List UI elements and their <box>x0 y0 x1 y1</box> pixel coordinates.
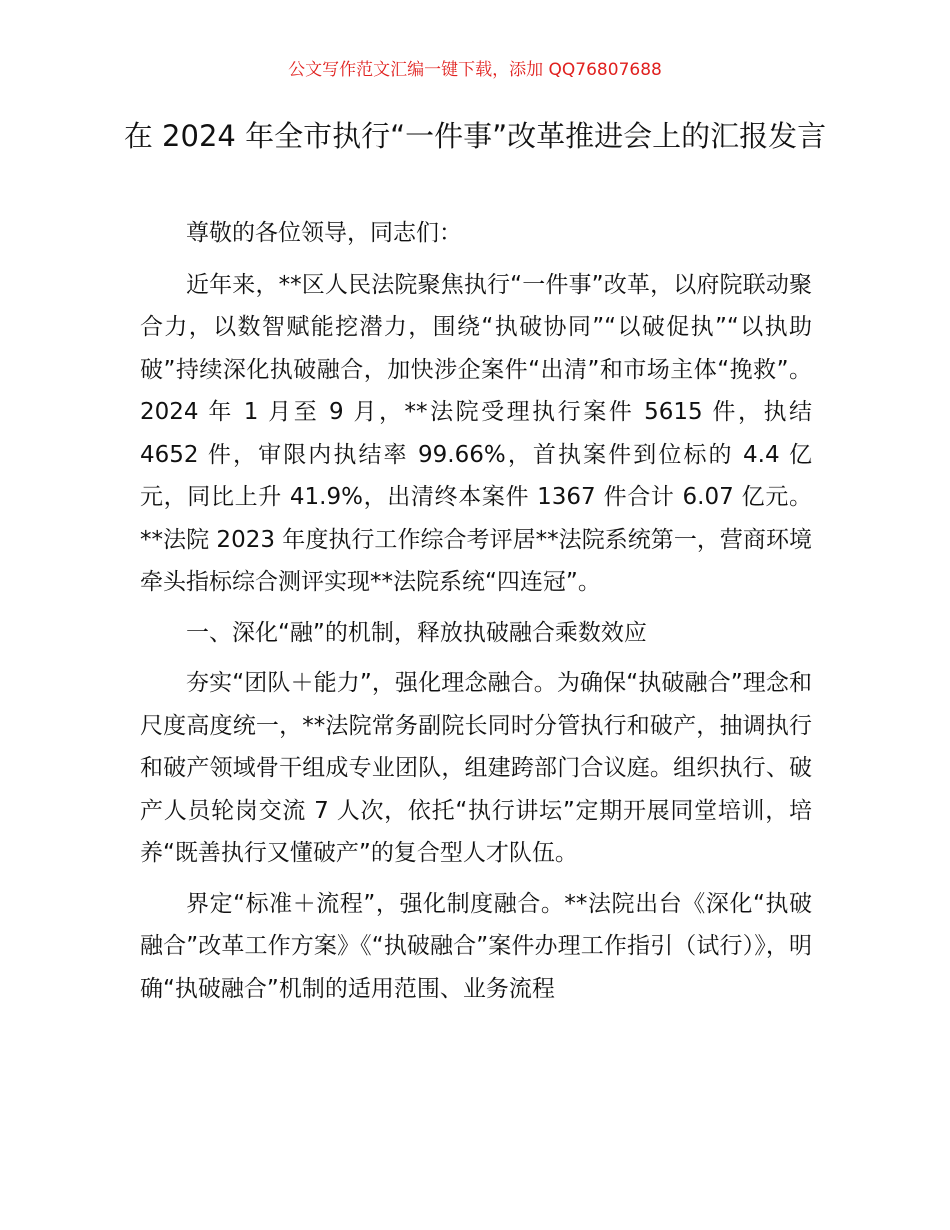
salutation: 尊敬的各位领导，同志们： <box>186 220 462 246</box>
paragraph-standard-process: 界定“标准＋流程”，强化制度融合。**法院出台《深化“执破融合”改革工作方案》《“执破融合”案件办理工作指引（试行）》，明确“执破融合”机制的适用范围、业务流程 <box>140 890 812 1002</box>
paragraph-intro: 近年来，**区人民法院聚焦执行“一件事”改革，以府院联动聚合力，以数智赋能挖潜力，围绕“执破协同”“以破促执”“以执助破”持续深化执破融合，加快涉企案件“出清”和市场主体“挽救”。2024 年 1 月至 9 月，**法院受理执行案件 5615 件，执结 4652 件，审限内执结率 99.66%，首执案件到位标的 4.4 亿元，同比上升 41.9%，出清终本案件 1367 件合计 6.07 亿元。**法院 2023 年度执行工作综合考评居**法院系统第一，营商环境牵头指标综合测评实现**法院系统“四连冠”。 <box>140 271 812 595</box>
section-heading-1: 一、深化“融”的机制，释放执破融合乘数效应 <box>186 619 647 646</box>
paragraph-team-capability: 夯实“团队＋能力”，强化理念融合。为确保“执破融合”理念和尺度高度统一，**法院常务副院长同时分管执行和破产，抽调执行和破产领域骨干组成专业团队，组建跨部门合议庭。组织执行、破产人员轮岗交流 7 人次，依托“执行讲坛”定期开展同堂培训，培养“既善执行又懂破产”的复合型人才队伍。 <box>140 670 812 866</box>
document-title: 在 2024 年全市执行“一件事”改革推进会上的汇报发言 <box>123 119 827 153</box>
download-banner-link[interactable]: 公文写作范文汇编一键下载，添加 QQ76807688 <box>288 60 662 80</box>
document-body <box>140 212 812 1018</box>
